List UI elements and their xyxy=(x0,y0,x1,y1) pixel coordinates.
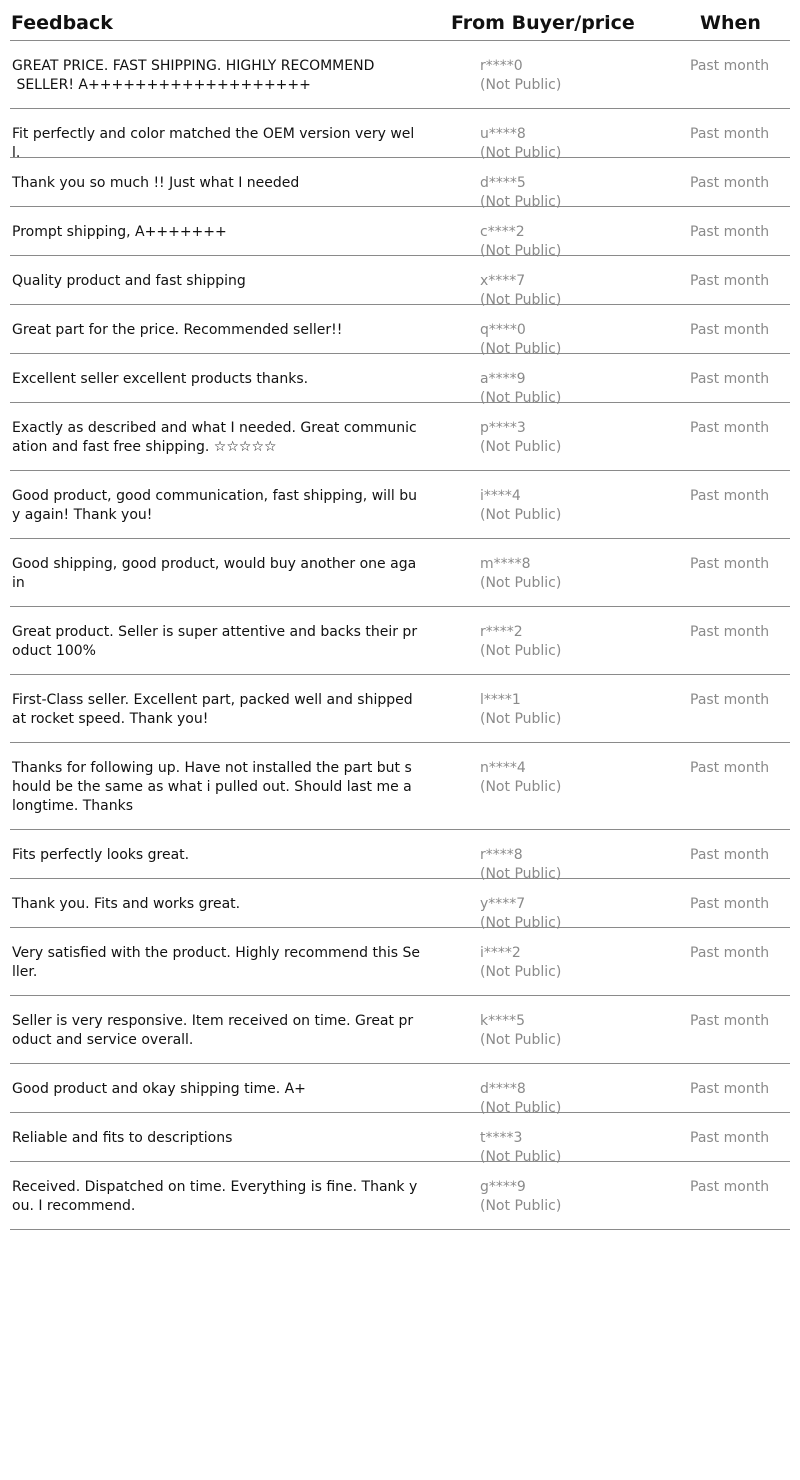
feedback-when: Past month xyxy=(690,556,770,572)
feedback-when: Past month xyxy=(690,420,770,436)
buyer-visibility: (Not Public) xyxy=(480,1198,562,1214)
buyer-cell xyxy=(480,57,630,95)
table-row xyxy=(10,354,790,406)
table-row xyxy=(10,996,790,1064)
feedback-comment: Received. Dispatched on time. Everything is fine. Thank you. I recommend. xyxy=(12,1179,418,1214)
feedback-when: Past month xyxy=(690,896,770,912)
feedback-comment: Reliable and fits to descriptions xyxy=(12,1130,233,1146)
feedback-comment: Seller is very responsive. Item received on time. Great product and service overall. xyxy=(12,1013,414,1048)
buyer-cell xyxy=(480,759,630,797)
feedback-when: Past month xyxy=(690,322,770,338)
table-row xyxy=(10,743,790,830)
buyer-id: t****3 xyxy=(480,1130,523,1146)
feedback-when: Past month xyxy=(690,1130,770,1146)
buyer-visibility: (Not Public) xyxy=(480,194,562,210)
buyer-cell xyxy=(480,691,630,729)
buyer-cell xyxy=(480,1178,630,1216)
table-row xyxy=(10,471,790,539)
buyer-visibility: (Not Public) xyxy=(480,643,562,659)
feedback-comment: Thank you. Fits and works great. xyxy=(12,896,241,912)
buyer-cell xyxy=(480,623,630,661)
buyer-visibility: (Not Public) xyxy=(480,145,562,161)
feedback-when: Past month xyxy=(690,175,770,191)
table-row xyxy=(10,607,790,675)
header-buyer-price: From Buyer/price xyxy=(451,12,635,34)
buyer-id: g****9 xyxy=(480,1179,526,1195)
feedback-comment: Thanks for following up. Have not installed the part but should be the same as what i pulled out. Should last me a longtime. Thanks xyxy=(12,760,417,814)
buyer-visibility: (Not Public) xyxy=(480,77,562,93)
feedback-when: Past month xyxy=(690,58,770,74)
buyer-id: u****8 xyxy=(480,126,526,142)
feedback-comment: Very satisfied with the product. Highly recommend this Seller. xyxy=(12,945,420,980)
table-row xyxy=(10,256,790,308)
table-row xyxy=(10,207,790,259)
buyer-id: p****3 xyxy=(480,420,526,436)
buyer-visibility: (Not Public) xyxy=(480,1100,562,1116)
buyer-visibility: (Not Public) xyxy=(480,507,562,523)
table-row xyxy=(10,1162,790,1230)
buyer-visibility: (Not Public) xyxy=(480,779,562,795)
feedback-when: Past month xyxy=(690,692,770,708)
buyer-id: q****0 xyxy=(480,322,526,338)
feedback-when: Past month xyxy=(690,624,770,640)
feedback-comment: GREAT PRICE. FAST SHIPPING. HIGHLY RECOMMEND SELLER! A+++++++++++++++++++ xyxy=(12,58,375,93)
buyer-id: r****2 xyxy=(480,624,523,640)
buyer-id: k****5 xyxy=(480,1013,526,1029)
buyer-id: m****8 xyxy=(480,556,531,572)
buyer-visibility: (Not Public) xyxy=(480,1149,562,1165)
buyer-id: d****8 xyxy=(480,1081,526,1097)
buyer-visibility: (Not Public) xyxy=(480,439,562,455)
buyer-visibility: (Not Public) xyxy=(480,964,562,980)
table-row xyxy=(10,928,790,996)
buyer-cell xyxy=(480,1012,630,1050)
table-row xyxy=(10,1064,790,1116)
buyer-id: r****0 xyxy=(480,58,523,74)
feedback-when: Past month xyxy=(690,760,770,776)
buyer-cell xyxy=(480,944,630,982)
table-row xyxy=(10,305,790,357)
feedback-when: Past month xyxy=(690,488,770,504)
buyer-visibility: (Not Public) xyxy=(480,243,562,259)
feedback-when: Past month xyxy=(690,126,770,142)
table-row xyxy=(10,109,790,161)
feedback-comment: Exactly as described and what I needed. Great communication and fast free shipping. ☆☆☆☆☆ xyxy=(12,420,417,455)
table-row xyxy=(10,830,790,882)
feedback-comment: Great part for the price. Recommended seller!! xyxy=(12,322,343,338)
buyer-visibility: (Not Public) xyxy=(480,390,562,406)
buyer-id: d****5 xyxy=(480,175,526,191)
buyer-visibility: (Not Public) xyxy=(480,711,562,727)
buyer-visibility: (Not Public) xyxy=(480,915,562,931)
feedback-comment: Great product. Seller is super attentive and backs their product 100% xyxy=(12,624,418,659)
feedback-comment: Excellent seller excellent products thanks. xyxy=(12,371,309,387)
table-header xyxy=(10,0,790,41)
buyer-id: r****8 xyxy=(480,847,523,863)
buyer-cell xyxy=(480,487,630,525)
feedback-comment: First-Class seller. Excellent part, packed well and shipped at rocket speed. Thank you! xyxy=(12,692,418,727)
table-row xyxy=(10,41,790,109)
feedback-when: Past month xyxy=(690,945,770,961)
table-row xyxy=(10,539,790,607)
feedback-comment: Good product, good communication, fast shipping, will buy again! Thank you! xyxy=(12,488,418,523)
buyer-id: n****4 xyxy=(480,760,526,776)
feedback-comment: Fits perfectly looks great. xyxy=(12,847,190,863)
buyer-id: l****1 xyxy=(480,692,521,708)
buyer-id: a****9 xyxy=(480,371,526,387)
feedback-when: Past month xyxy=(690,1081,770,1097)
buyer-visibility: (Not Public) xyxy=(480,575,562,591)
buyer-visibility: (Not Public) xyxy=(480,1032,562,1048)
feedback-comment: Good shipping, good product, would buy another one again xyxy=(12,556,417,591)
buyer-visibility: (Not Public) xyxy=(480,341,562,357)
buyer-id: i****2 xyxy=(480,945,521,961)
table-row xyxy=(10,158,790,210)
feedback-when: Past month xyxy=(690,1013,770,1029)
feedback-comment: Good product and okay shipping time. A+ xyxy=(12,1081,306,1097)
feedback-comment: Fit perfectly and color matched the OEM version very well. xyxy=(12,126,415,161)
feedback-when: Past month xyxy=(690,847,770,863)
feedback-comment: Quality product and fast shipping xyxy=(12,273,246,289)
buyer-id: i****4 xyxy=(480,488,521,504)
feedback-comment: Prompt shipping, A+++++++ xyxy=(12,224,227,240)
table-row xyxy=(10,403,790,471)
feedback-when: Past month xyxy=(690,273,770,289)
feedback-table xyxy=(10,0,790,1230)
table-row xyxy=(10,675,790,743)
feedback-when: Past month xyxy=(690,371,770,387)
feedback-when: Past month xyxy=(690,224,770,240)
table-row xyxy=(10,1113,790,1165)
buyer-visibility: (Not Public) xyxy=(480,866,562,882)
buyer-id: x****7 xyxy=(480,273,526,289)
table-row xyxy=(10,879,790,931)
feedback-when: Past month xyxy=(690,1179,770,1195)
header-feedback: Feedback xyxy=(11,12,113,34)
buyer-cell xyxy=(480,555,630,593)
buyer-id: c****2 xyxy=(480,224,525,240)
feedback-comment: Thank you so much !! Just what I needed xyxy=(12,175,300,191)
header-when: When xyxy=(700,12,761,34)
buyer-visibility: (Not Public) xyxy=(480,292,562,308)
buyer-cell xyxy=(480,419,630,457)
buyer-id: y****7 xyxy=(480,896,526,912)
